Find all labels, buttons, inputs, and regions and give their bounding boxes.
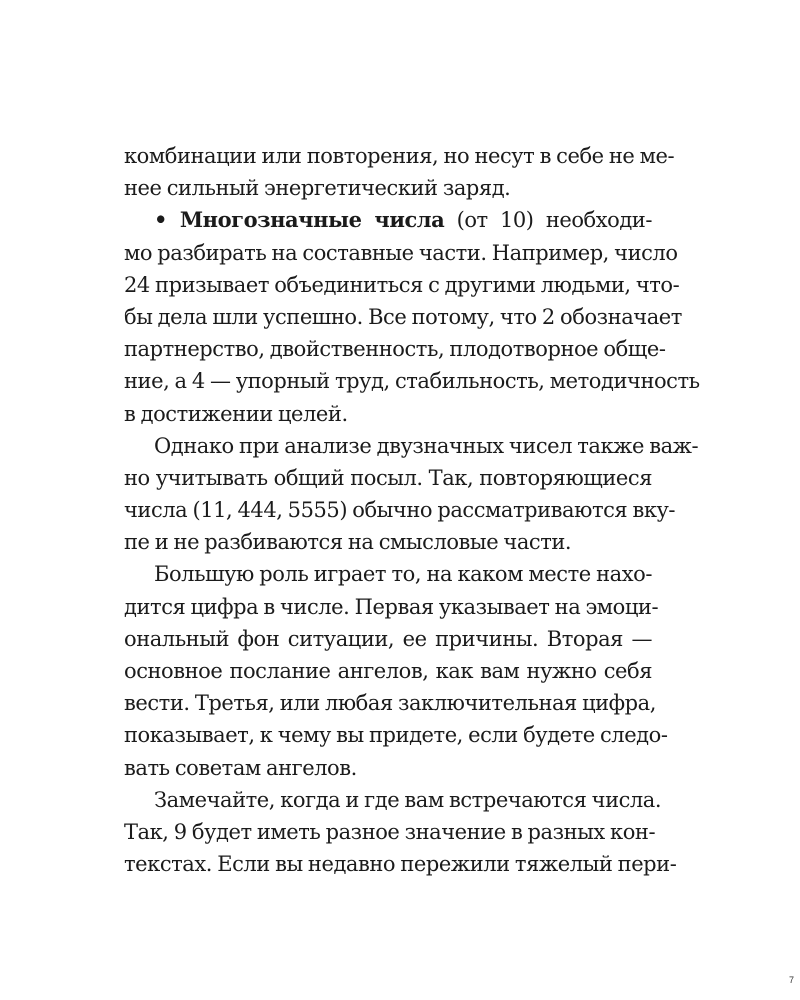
text-line: 24 призывает объединиться с другими людьми, что- <box>124 272 680 297</box>
text-line: текстах. Если вы недавно пережили тяжелый пери- <box>124 852 677 877</box>
text-line: пе и не разбиваются на смысловые части. <box>124 530 572 555</box>
bullet-term-rest: (от 10) необходи- <box>444 208 652 233</box>
paragraph-digit-position <box>124 558 668 783</box>
paragraph-multidigit-numbers <box>124 204 700 429</box>
text-line: нее сильный энергетический заряд. <box>124 176 511 201</box>
text-line: в достижении целей. <box>124 401 348 426</box>
text-line: дится цифра в числе. Первая указывает на эмоци- <box>124 594 659 619</box>
text-line: мо разбирать на составные части. Например, число <box>124 240 678 265</box>
text-line: ние, а 4 — упорный труд, стабильность, методичность <box>124 369 700 394</box>
text-line: числа (11, 444, 5555) обычно рассматриваются вку- <box>124 498 676 523</box>
text-line <box>124 204 652 236</box>
bullet-term: • Многозначные числа <box>154 207 445 233</box>
text-line: бы дела шли успешно. Все потому, что 2 обозначает <box>124 304 682 329</box>
text-line: Так, 9 будет иметь разное значение в разных кон- <box>124 819 656 844</box>
paragraph-notice-numbers <box>124 784 677 881</box>
paragraph-two-digit-analysis <box>124 430 699 559</box>
text-line: вать советам ангелов. <box>124 755 357 780</box>
text-line: Однако при анализе двузначных чисел также важ- <box>154 433 699 458</box>
text-line: показывает, к чему вы придете, если будете следо- <box>124 723 668 748</box>
text-line: но учитывать общий посыл. Так, повторяющиеся <box>124 465 652 490</box>
book-page-text <box>124 140 700 880</box>
text-line: партнерство, двойственность, плодотворное обще- <box>124 337 666 362</box>
text-line: вести. Третья, или любая заключительная цифра, <box>124 691 656 716</box>
paragraph-continuation <box>124 140 675 204</box>
page-number: 7 <box>788 975 794 985</box>
text-line: Большую роль играет то, на каком месте нахо- <box>154 562 652 587</box>
text-line: ональный фон ситуации, ее причины. Вторая — <box>124 626 652 651</box>
text-line: комбинации или повторения, но несут в себе не ме- <box>124 144 675 168</box>
text-line: Замечайте, когда и где вам встречаются числа. <box>154 787 662 812</box>
text-line: основное послание ангелов, как вам нужно себя <box>124 659 652 683</box>
